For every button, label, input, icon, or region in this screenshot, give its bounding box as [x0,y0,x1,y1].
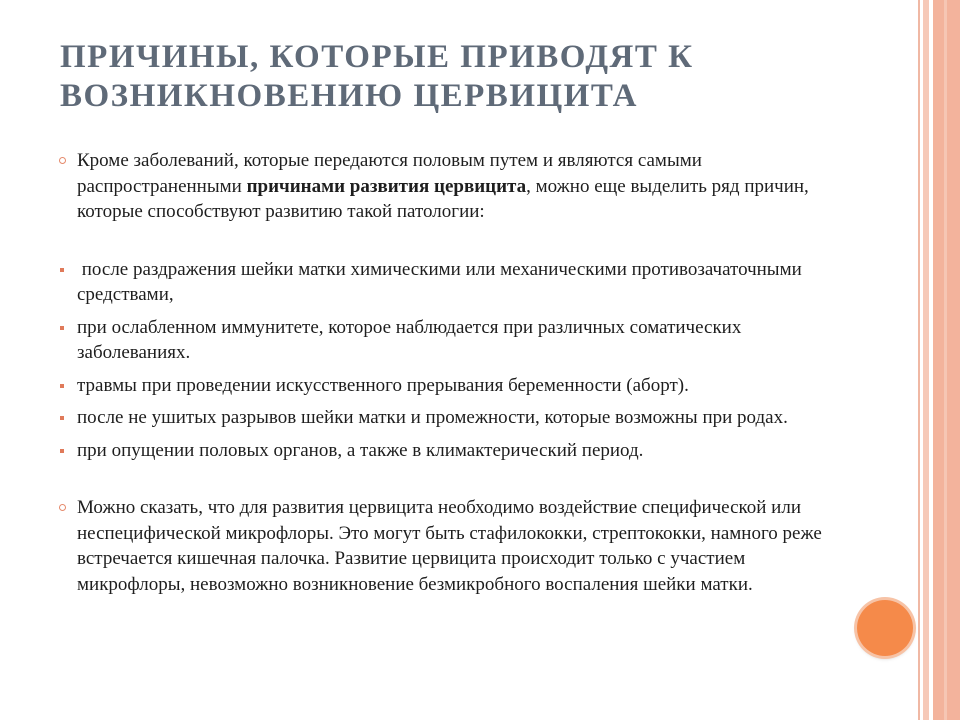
cause-item [58,373,858,399]
cause-text: после раздражения шейки матки химическими или механическими противозачаточными средствами, [77,258,807,305]
decorative-stripe [944,0,947,720]
square-bullet-icon [60,268,64,272]
intro-paragraph [58,148,858,225]
cause-item [58,315,858,366]
conclusion-text: Можно сказать, что для развития цервицита необходимо воздействие специфической или неспецифической микрофлоры. Это могут быть стафилококки, стрептококки, намного реже встречается кишечная палочка. Развитие цервицита происходит только с участием микрофлоры, невозможно возникновение безмикробного воспаления шейки матки. [77,497,822,595]
conclusion-paragraph [58,495,858,597]
intro-bold-text: причинами развития цервицита [246,175,527,197]
circle-bullet-icon [59,504,66,511]
cause-item [58,438,858,464]
circle-bullet-icon [59,157,66,164]
cause-text: после не ушитых разрывов шейки матки и промежности, которые возможны при родах. [77,407,788,428]
decorative-stripe [923,0,929,720]
cause-text: травмы при проведении искусственного прерывания беременности (аборт). [77,374,689,396]
slide-body [58,148,858,597]
orange-circle-icon [857,600,913,656]
intro-text-end: , можно еще выделить ряд причин, которые способствуют развитию такой патологии: [77,175,809,222]
square-bullet-icon [60,449,64,453]
intro-text-start: Кроме заболеваний, которые передаются половым путем и являются самыми распространенными [77,150,702,197]
cause-item [58,257,858,308]
square-bullet-icon [60,384,64,388]
square-bullet-icon [60,326,64,330]
cause-item [58,405,858,431]
decorative-stripe [918,0,920,720]
slide-title: ПРИЧИНЫ, КОТОРЫЕ ПРИВОДЯТ К ВОЗНИКНОВЕНИЮ ЦЕРВИЦИТА [60,39,694,114]
square-bullet-icon [60,416,64,420]
cause-text: при ослабленном иммунитете, которое наблюдается при различных соматических заболеваниях. [77,316,742,363]
cause-text: при опущении половых органов, а также в климактерический период. [77,439,644,461]
